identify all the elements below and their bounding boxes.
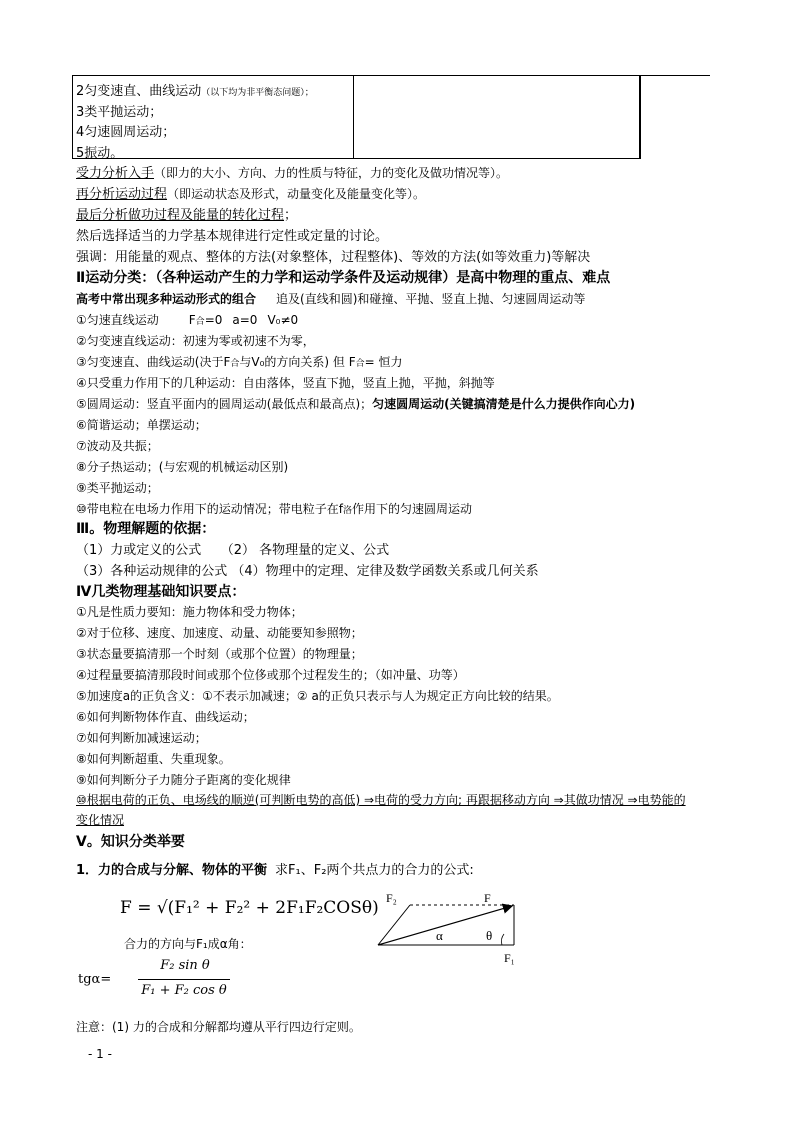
section-2-subtitle: 高考中常出现多种运动形式的组合 追及(直线和圆)和碰撞、平抛、竖直上抛、匀速圆周运动等 — [76, 292, 586, 306]
motion-item-3: ③匀变速直、曲线运动(决于F合与V₀的方向关系) 但 F合= 恒力 — [76, 355, 403, 369]
table-line-4: 5振动。 — [76, 146, 124, 161]
knowledge-item-9: ⑨如何判断分子力随分子距离的变化规律 — [76, 773, 291, 787]
label-f: F — [484, 891, 491, 905]
tg-label: tgα= — [78, 972, 112, 987]
analysis-step-4: 然后选择适当的力学基本规律进行定性或定量的讨论。 — [76, 229, 389, 244]
table-line-2: 3类平抛运动； — [76, 105, 163, 120]
analysis-emphasis: 强调：用能量的观点、整体的方法(对象整体，过程整体)、等效的方法(如等效重力)等解决 — [76, 250, 591, 265]
label-alpha: α — [436, 928, 443, 943]
basis-line-2: （3）各种运动规律的公式 （4）物理中的定理、定律及数学函数关系或几何关系 — [76, 564, 539, 579]
direction-text: 合力的方向与F₁成α角： — [124, 937, 252, 951]
tg-denominator: F₁ + F₂ cos θ — [141, 983, 227, 998]
knowledge-item-6: ⑥如何判断物体作直、曲线运动； — [76, 710, 255, 724]
analysis-step-2: 再分析运动过程（即运动状态及形式，动量变化及能量变化等）。 — [76, 187, 426, 202]
page-number: - 1 - — [88, 1047, 112, 1061]
knowledge-item-4: ④过程量要搞清那段时间或那个位侈或那个过程发生的；（如冲量、功等） — [76, 668, 465, 682]
section-2-title: Ⅱ运动分类：（各种运动产生的力学和运动学条件及运动规律）是高中物理的重点、难点 — [76, 270, 611, 286]
motion-item-10: ⑩带电粒在电场力作用下的运动情况；带电粒子在f洛作用下的匀速圆周运动 — [76, 502, 473, 516]
section-4-title: Ⅳ几类物理基础知识要点： — [76, 584, 246, 600]
motion-item-7: ⑦波动及共振； — [76, 439, 159, 453]
resultant-formula: F = √(F₁² + F₂² + 2F₁F₂COSθ) — [120, 898, 379, 918]
label-f2: F₂ — [386, 891, 397, 905]
section-5-title: V。知识分类举要 — [76, 834, 185, 850]
motion-item-9: ⑨类平抛运动； — [76, 481, 159, 495]
motion-item-2: ②匀变速直线运动：初速为零或初速不为零， — [76, 334, 315, 348]
section-3-title: Ⅲ。物理解题的依据： — [76, 521, 216, 537]
knowledge-item-1: ①凡是性质力要知：施力物体和受力物体； — [76, 605, 303, 619]
label-f1: F₁ — [504, 951, 515, 965]
force-heading: 1．力的合成与分解、物体的平衡 求F₁、F₂两个共点力的合力的公式: — [76, 863, 474, 878]
knowledge-item-8: ⑧如何判断超重、失重现象。 — [76, 752, 231, 766]
table-line-1: 2匀变速直、曲线运动（以下均为非平衡态问题）； — [76, 84, 314, 99]
fraction-bar — [138, 979, 230, 980]
label-theta: θ — [486, 928, 493, 943]
motion-item-5: ⑤圆周运动：竖直平面内的圆周运动(最低点和最高点)；匀速圆周运动(关键搞清楚是什么力提供作向心力) — [76, 397, 636, 411]
knowledge-item-5: ⑤加速度a的正负含义：①不表示加减速；② a的正负只表示与人为规定正方向比较的结果。 — [76, 689, 559, 703]
table-column-divider — [353, 75, 354, 159]
parallelogram-diagram — [370, 890, 540, 970]
motion-item-6: ⑥简谐运动；单摆运动； — [76, 418, 207, 432]
table-line-3: 4匀速圆周运动； — [76, 125, 176, 140]
knowledge-item-2: ②对于位移、速度、加速度、动量、动能要知参照物； — [76, 626, 363, 640]
table-right-border — [640, 75, 641, 159]
table-extension-line — [640, 75, 710, 76]
analysis-step-3: 最后分析做功过程及能量的转化过程； — [76, 208, 298, 223]
knowledge-item-10-cont: 变化情况 — [76, 813, 125, 827]
f2-vector — [378, 905, 410, 945]
analysis-step-1: 受力分析入手（即力的大小、方向、力的性质与特征，力的变化及做功情况等）。 — [76, 166, 509, 181]
note-line: 注意：(1) 力的合成和分解都均遵从平行四边行定则。 — [76, 1020, 361, 1034]
tg-numerator: F₂ sin θ — [160, 958, 210, 973]
knowledge-item-7: ⑦如何判断加减速运动； — [76, 731, 207, 745]
knowledge-item-10: ⑩根据电荷的正负、电场线的顺逆(可判断电势的高低) ⇒电荷的受力方向; 再跟据移动方向 ⇒其做功情况 ⇒电势能的 — [76, 793, 686, 807]
motion-item-4: ④只受重力作用下的几种运动：自由落体，竖直下抛，竖直上抛，平抛，斜抛等 — [76, 376, 495, 390]
motion-item-1: ①匀速直线运动 F合=0 a=0 V₀≠0 — [76, 313, 299, 327]
motion-item-8: ⑧分子热运动；(与宏观的机械运动区别) — [76, 460, 289, 474]
basis-line-1: （1）力或定义的公式 （2） 各物理量的定义、公式 — [76, 543, 390, 558]
theta-arc — [501, 934, 504, 945]
knowledge-item-3: ③状态量要搞清那一个时刻（或那个位置）的物理量； — [76, 647, 363, 661]
